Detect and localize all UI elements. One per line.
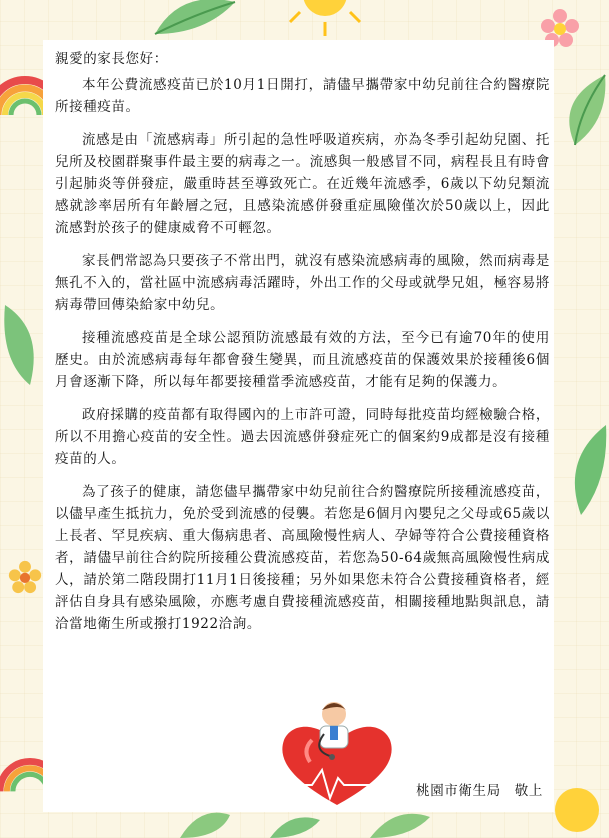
leaf-icon [555,70,609,150]
greeting: 親愛的家長您好： [55,51,168,67]
sun-icon [285,0,365,42]
paragraph-infection-risk: 家長們常認為只要孩子不常出門，就沒有感染流感病毒的風險，然而病毒是無孔不入的，當社區中流感病毒活躍時，外出工作的父母或就學兄姐，極容易將病毒帶回傳染給家中幼兒。 [55,253,550,313]
paragraph-call-to-action: 為了孩子的健康，請您儘早攜帶家中幼兒前往合約醫療院所接種流感疫苗，以儘早產生抵抗力，免於受到流感的侵襲。若您是6個月內嬰兒之父母或65歲以上長者、罕見疾病、重大傷病患者、高風險慢性病人、孕婦等符合公費接種資格者，請儘早前往合約院所接種公費流感疫苗，若您為50-64歲無高風險慢性病成人，請於第二階段開打11月1日後接種；另外如果您未符合公費接種資格者，經評估自身具有感染風險，亦應考慮自費接種流感疫苗，相關接種地點與訊息，請洽當地衛生所或撥打1922洽詢。 [55,484,550,632]
leaf-icon [0,300,44,390]
sun-icon [545,770,609,838]
paragraph-vaccine-safety: 政府採購的疫苗都有取得國內的上市許可證，同時每批疫苗均經檢驗合格，所以不用擔心疫苗的安全性。過去因流感併發症死亡的個案約9成都是沒有接種疫苗的人。 [55,407,550,467]
paragraph-flu-description: 流感是由「流感病毒」所引起的急性呼吸道疾病，亦為冬季引起幼兒園、托兒所及校園群聚事件最主要的病毒之一。流感與一般感冒不同，病程長且有時會引起肺炎等併發症，嚴重時甚至導致死亡。在近幾年流感季，6歲以下幼兒類流感就診率居所有年齡層之冠，且感染流感併發重症風險僅次於50歲以上，因此流感對於孩子的健康威脅不可輕忽。 [55,132,550,236]
letter-body [55,48,550,646]
doctor-heart-icon [272,700,402,810]
paragraph-vaccine-effectiveness: 接種流感疫苗是全球公認預防流感最有效的方法，至今已有逾70年的使用歷史。由於流感病毒每年都會發生變異，而且流感疫苗的保護效果於接種後6個月會逐漸下降，所以每年都要接種當季流感疫苗，才能有足夠的保護力。 [55,330,550,390]
flower-icon [8,560,42,594]
leaf-icon [556,420,609,520]
signature: 桃園市衛生局 敬上 [416,783,543,799]
paragraph-vaccine-start: 本年公費流感疫苗已於10月1日開打，請儘早攜帶家中幼兒前往合約醫療院所接種疫苗。 [55,77,550,115]
leaf-icon [150,0,240,38]
